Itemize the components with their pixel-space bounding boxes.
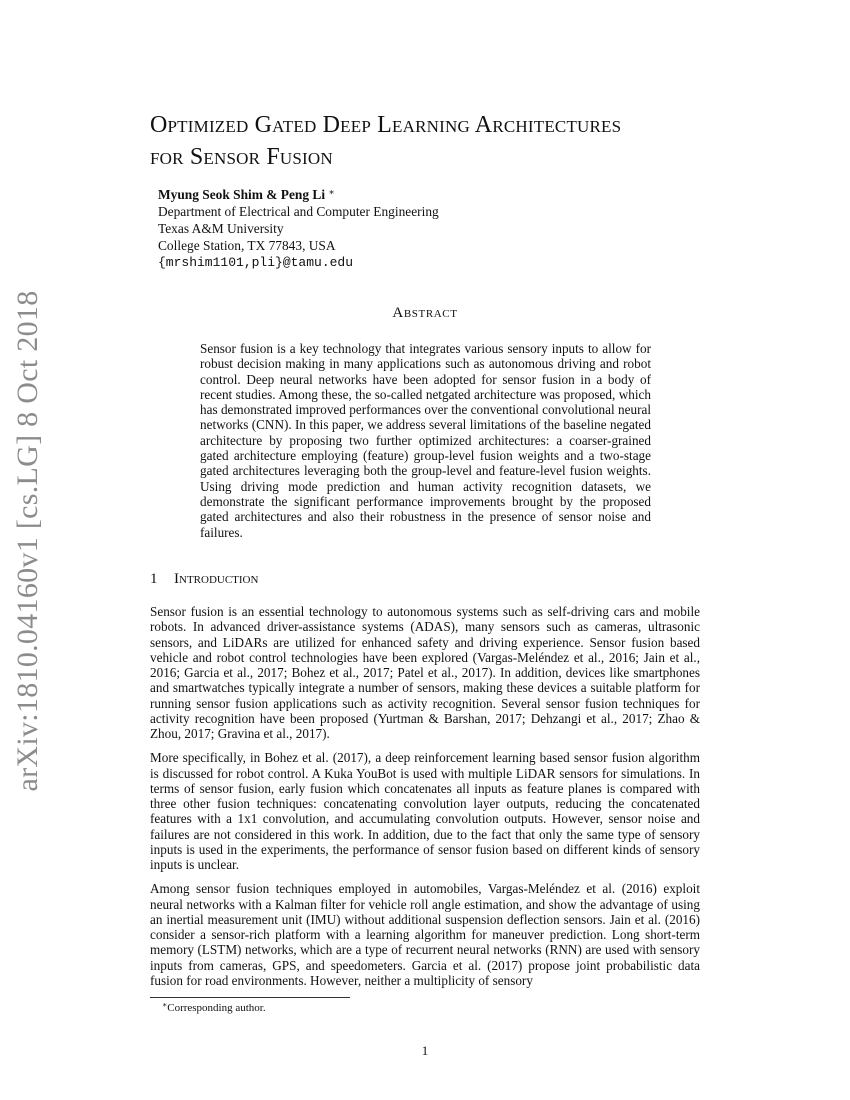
section-heading [150,571,258,588]
footnote-rule [150,997,350,998]
author-block [158,186,658,271]
paper-title [150,109,750,173]
abstract-text: Sensor fusion is a key technology that integrates various sensory inputs to allow for robust decision making in many applications such as autonomous driving and robot control. Deep neural networks have been adopted for sensor fusion in a body of recent studies. Among these, the so-called netgated architecture was proposed, which has demonstrated improved performances over the conventional convolutional neural networks (CNN). In this paper, we address several limitations of the baseline negated architecture by proposing two further optimized architectures: a coarser-grained gated architecture employing (feature) group-level fusion weights and a two-stage gated architectures leveraging both the group-level and feature-level fusion weights. Using driving mode prediction and human activity recognition datasets, we demonstrate the significant performance improvements brought by the proposed gated architectures and also their robustness in the presence of sensor noise and failures. [200,341,651,540]
author-department: Department of Electrical and Computer Engineering [158,204,439,219]
section-number: 1 [150,571,158,587]
section-title: Introduction [174,571,259,587]
arxiv-stamp [4,290,52,792]
author-email: {mrshim1101,pli}@tamu.edu [158,255,354,270]
paragraph: Among sensor fusion techniques employed in automobiles, Vargas-Meléndez et al. (2016) exploit neural networks with a Kalman filter for vehicle roll angle estimation, and show the advantage of using an inertial measurement unit (IMU) without additional suspension deflection sensors. Jain et al. (2016) consider a sensor-rich platform with a learning algorithm for maneuver prediction. Long short-term memory (LSTM) networks, which are a type of recurrent neural networks (RNN) are used with sensory inputs from cameras, GPS, and speedometers. Garcia et al. (2017) propose joint probabilistic data fusion for road environments. However, neither a multiplicity of sensory [150,881,700,989]
intro-body [150,604,700,997]
author-address: College Station, TX 77843, USA [158,238,336,253]
footnote-mark: ∗ [162,1000,168,1009]
author-names: Myung Seok Shim & Peng Li [158,187,326,202]
footnote-text: Corresponding author. [167,1002,266,1014]
arxiv-stamp-text: arXiv:1810.04160v1 [cs.LG] 8 Oct 2018 [11,290,44,792]
paragraph: Sensor fusion is an essential technology to autonomous systems such as self-driving cars and mobile robots. In advanced driver-assistance systems (ADAS), many sensors such as cameras, ultrasonic sensors, and LiDARs are utilized for enhanced safety and driving experience. Sensor fusion based vehicle and robot control technologies have been explored (Vargas-Meléndez et al., 2016; Jain et al., 2016; Garcia et al., 2017; Bohez et al., 2017; Patel et al., 2017). In addition, devices like smartphones and smartwatches typically integrate a number of sensors, making these devices a suitable platform for running sensor fusion applications such as activity recognition. Several sensor fusion techniques for activity recognition have been proposed (Yurtman & Barshan, 2017; Dehzangi et al., 2017; Zhao & Zhou, 2017; Gravina et al., 2017). [150,604,700,742]
title-line-1: Optimized Gated Deep Learning Architectures [150,112,622,138]
author-university: Texas A&M University [158,221,284,236]
author-footnote-mark: ∗ [328,188,335,198]
page-number: 1 [421,1043,429,1058]
footnote [162,1002,266,1015]
title-line-2: for Sensor Fusion [150,144,333,170]
abstract-heading: Abstract [392,305,458,321]
paragraph: More specifically, in Bohez et al. (2017), a deep reinforcement learning based sensor fusion algorithm is discussed for robot control. A Kuka YouBot is used with multiple LiDAR sensors for simulations. In terms of sensor fusion, early fusion which concatenates all inputs as feature planes is compared with three other fusion techniques: concatenating convolution layer outputs, reducing the concatenated features with a 1x1 convolution, and accumulating convolution outputs. However, sensor noise and failures are not considered in this work. In addition, due to the fact that only the same type of sensory inputs is used in the experiments, the performance of sensor fusion based on different kinds of sensory inputs is unclear. [150,750,700,873]
